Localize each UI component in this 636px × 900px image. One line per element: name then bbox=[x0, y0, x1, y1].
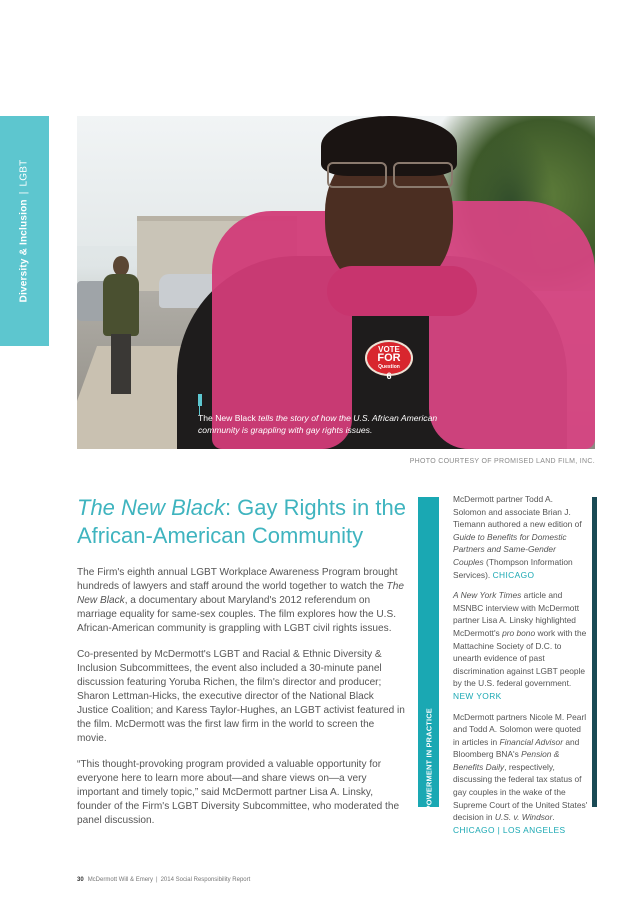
sidebar-item-1-location: CHICAGO bbox=[492, 569, 535, 580]
paragraph-3: “This thought-provoking program provided a valuable opportunity for everyone here to learn more about—and share views on—a very important and timely topic,” said McDermott partner Lisa A. Linsky, founder of the Firm's LGBT Diversity Subcommittee, who moderated the panel discussion. bbox=[77, 759, 400, 826]
sidebar-item-1-text-a: McDermott partner Todd A. Solomon and associate Brian J. Tiemann authored a new edition of bbox=[453, 494, 582, 530]
hero-photo bbox=[77, 116, 595, 449]
sidebar-item-1-book-title: Guide to Benefits for Domestic Partners and Same-Gender Couples bbox=[453, 531, 567, 567]
sidebar-item-1-text-b: (Thompson Information Services). bbox=[453, 556, 573, 580]
article-body bbox=[77, 566, 405, 840]
sidebar-item-3-text-b: and Bloomberg BNA's bbox=[453, 736, 580, 760]
article-title bbox=[77, 494, 407, 550]
caption-text: tells the story of how the U.S. African American community is grappling with gay rights issues. bbox=[198, 413, 438, 435]
badge-line-3: Question bbox=[378, 364, 400, 370]
caption-title: The New Black bbox=[198, 413, 256, 423]
badge-line-1: VOTE bbox=[378, 345, 400, 354]
section-side-tab-label bbox=[19, 160, 30, 303]
empowerment-label: EMPOWERMENT IN PRACTICE bbox=[424, 708, 434, 822]
photo-glasses bbox=[327, 162, 455, 188]
sidebar-item-2-publication: A New York Times bbox=[453, 590, 522, 601]
vote-button-badge bbox=[365, 340, 413, 381]
badge-line-4: 6 bbox=[386, 371, 392, 381]
sidebar-item-1 bbox=[453, 493, 588, 581]
sidebar-item-2-text-a: article and MSNBC interview with McDermott partner Lisa A. Linsky highlighted McDermott's bbox=[453, 590, 580, 638]
sidebar-item-3-case-name: U.S. v. Windsor bbox=[494, 812, 553, 823]
section-name: Diversity & Inclusion bbox=[18, 199, 30, 303]
sidebar-item-2-text-b: work with the Mattachine Society of D.C. to unearth evidence of past discrimination against LGBT people by the U.S. federal government. bbox=[453, 627, 587, 689]
badge-line-2: FOR bbox=[377, 352, 401, 364]
sidebar-item-3-text-a: McDermott partners Nicole M. Pearl and Todd A. Solomon were quoted in articles in bbox=[453, 711, 587, 747]
sidebar-item-3 bbox=[453, 711, 588, 837]
photo-credit: PHOTO COURTESY OF PROMISED LAND FILM, INC. bbox=[409, 458, 595, 465]
sidebar-item-2 bbox=[453, 589, 588, 702]
section-separator: | bbox=[18, 191, 30, 195]
sidebar-item-3-publication-2: Pension & Benefits Daily bbox=[453, 749, 560, 772]
article-title-italic: The New Black bbox=[77, 495, 225, 520]
photo-caption bbox=[198, 413, 448, 436]
photo-scarf-right bbox=[429, 201, 595, 449]
photo-scarf-neck bbox=[327, 266, 477, 316]
sidebar-item-3-location: CHICAGO | LOS ANGELES bbox=[453, 824, 566, 835]
photo-pedestrian bbox=[99, 256, 143, 396]
subsection-name: LGBT bbox=[18, 159, 30, 187]
sidebar-item-3-publication-1: Financial Advisor bbox=[499, 736, 564, 747]
paragraph-1-text-a: The Firm's eighth annual LGBT Workplace Awareness Program brought hundreds of lawyers and staff around the world together to watch the bbox=[77, 567, 398, 592]
paragraph-1-film-title: The New Black bbox=[77, 581, 404, 606]
sidebar-item-3-text-c: , respectively, discussing the federal tax status of gay couples in the wake of the Supreme Court of the United States' decision in bbox=[453, 761, 588, 823]
article-title-rest: : Gay Rights in the African-American Community bbox=[77, 495, 406, 548]
footer-firm: McDermott Will & Emery bbox=[87, 877, 154, 883]
sidebar-item-2-location: NEW YORK bbox=[453, 690, 502, 701]
paragraph-1-text-b: , a documentary about Maryland's 2012 referendum on marriage equality for same-sex couples. The film explores how the U.S. African-American community is grappling with LGBT civil rights issues. bbox=[77, 595, 397, 634]
footer-separator: | bbox=[156, 877, 158, 883]
footer-report: 2014 Social Responsibility Report bbox=[160, 877, 251, 883]
sidebar-item-3-text-d: . bbox=[552, 812, 555, 823]
page-footer bbox=[77, 877, 250, 883]
paragraph-1 bbox=[77, 566, 405, 636]
page-number: 30 bbox=[77, 877, 84, 883]
sidebar-item-2-pro-bono: pro bono bbox=[502, 627, 536, 638]
empowerment-sidebar bbox=[453, 493, 588, 844]
right-accent-bar bbox=[592, 497, 597, 807]
paragraph-2: Co-presented by McDermott's LGBT and Racial & Ethnic Diversity & Inclusion Subcommittees, the event also included a 30-minute panel discussion featuring Yoruba Richen, the film's director and producer; Sharon Lettman-Hicks, the executive director of the National Black Justice Coalition; and Karess Taylor-Hughes, an LGBT activist featured in the film. McDermott was the first law firm in the world to screen the movie. bbox=[77, 649, 405, 744]
